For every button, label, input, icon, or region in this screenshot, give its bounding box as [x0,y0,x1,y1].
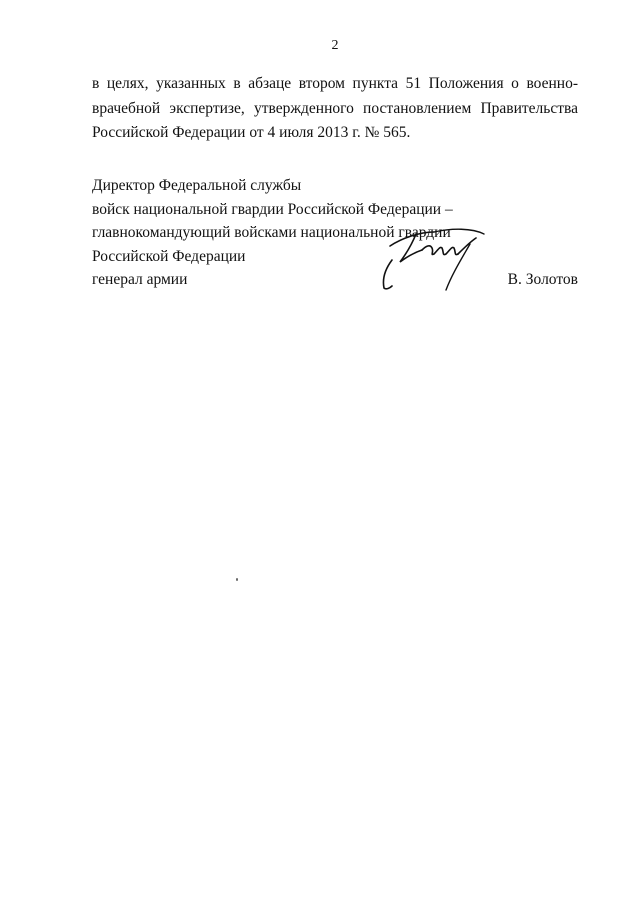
scan-artifact [236,578,238,581]
signer-rank-row [92,268,578,292]
page-number: 2 [331,38,339,53]
body-paragraph [92,72,578,146]
body-line: врачебной экспертизе, утвержденного постановлением Правительства [92,99,578,117]
signer-position-line: Директор Федеральной службы [92,177,302,194]
body-line: в целях, указанных в абзаце втором пункта 51 Положения о военно- [92,75,578,92]
handwritten-signature [372,218,488,298]
signer-position-line: Российской Федерации [92,247,246,265]
signer-position-line: главнокомандующий войсками национальной гвардии [92,224,451,242]
signer-name: В. Золотов [507,271,578,289]
signer-position-line: войск национальной гвардии Российской Федерации – [92,200,453,218]
signature-block [92,174,578,292]
body-line: Российской Федерации от 4 июля 2013 г. № 565. [92,124,411,141]
signer-rank: генерал армии [92,271,188,289]
